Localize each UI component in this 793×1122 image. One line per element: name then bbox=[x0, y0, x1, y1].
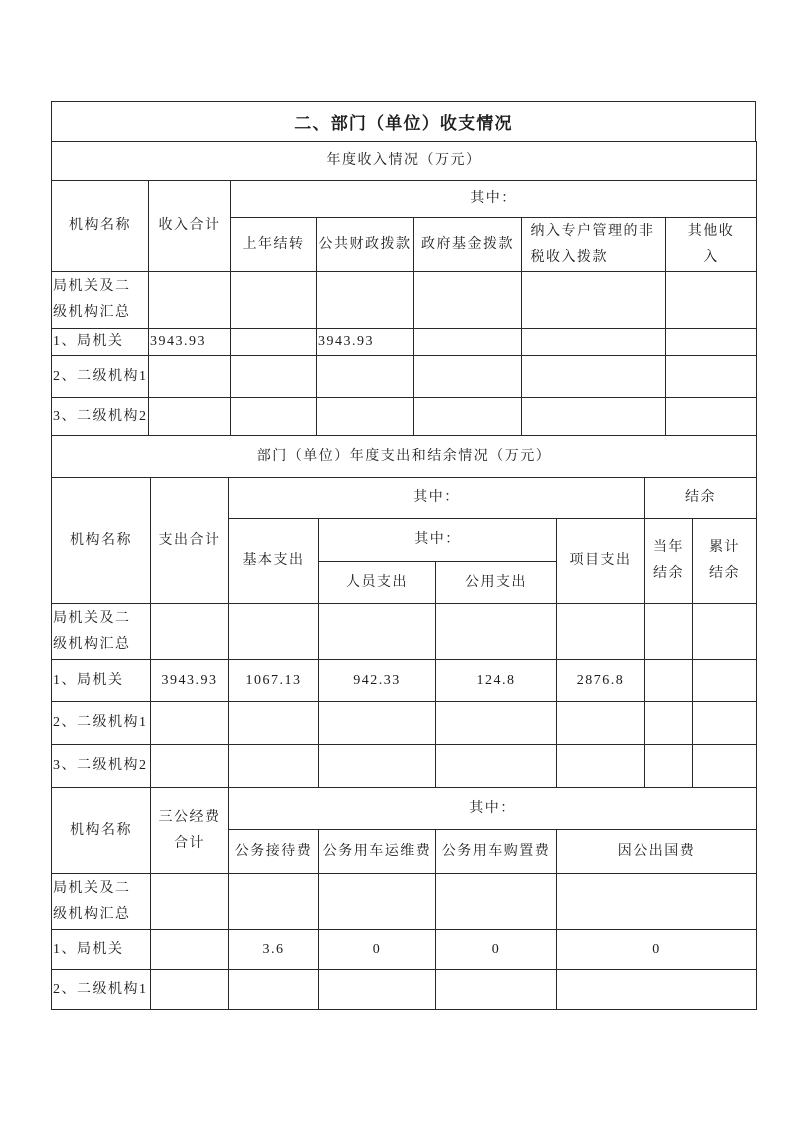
income-public-finance-header: 公共财政拨款 bbox=[317, 218, 414, 272]
expenditure-bureau-project-cell: 2876.8 bbox=[557, 660, 645, 702]
expenditure-sub-unit-2-personnel-cell bbox=[319, 745, 436, 788]
income-sub-unit-1-non-tax-cell bbox=[522, 356, 666, 398]
income-sub-unit-1-government-fund-cell bbox=[414, 356, 522, 398]
income-summary-total-cell bbox=[149, 272, 231, 329]
three-public-summary-name: 局机关及二级机构汇总 bbox=[53, 880, 131, 922]
expenditure-sub-unit-1-basic-cell bbox=[229, 702, 319, 745]
expenditure-sub-unit-2-current-balance-cell bbox=[645, 745, 693, 788]
income-non-tax-header-label: 纳入专户管理的非税收入拨款 bbox=[530, 223, 655, 265]
three-public-summary-reception-cell bbox=[229, 874, 319, 930]
expenditure-bureau-public-use-cell: 124.8 bbox=[436, 660, 557, 702]
expenditure-sub-unit-2-row bbox=[52, 745, 757, 788]
expenditure-bureau-current-balance-cell bbox=[645, 660, 693, 702]
three-public-bureau-reception-cell: 3.6 bbox=[229, 930, 319, 970]
expenditure-sub-unit-2-cumulative-balance-cell bbox=[693, 745, 757, 788]
income-summary-government-fund-cell bbox=[414, 272, 522, 329]
expenditure-sub-unit-1-personnel-cell bbox=[319, 702, 436, 745]
three-public-sub-unit-1-vehicle-operation-cell bbox=[319, 970, 436, 1010]
expenditure-org-name-header: 机构名称 bbox=[52, 478, 151, 604]
three-public-bureau-total-cell bbox=[151, 930, 229, 970]
income-bureau-row bbox=[52, 329, 757, 356]
income-total-header: 收入合计 bbox=[149, 181, 231, 272]
expenditure-basic-header: 基本支出 bbox=[229, 519, 319, 604]
income-summary-row bbox=[52, 272, 757, 329]
expenditure-sub-unit-1-total-cell bbox=[151, 702, 229, 745]
income-sub-unit-2-non-tax-cell bbox=[522, 398, 666, 436]
income-sub-unit-2-name: 3、二级机构2 bbox=[52, 398, 149, 436]
three-public-bureau-overseas-cell: 0 bbox=[557, 930, 757, 970]
expenditure-project-header: 项目支出 bbox=[557, 519, 645, 604]
three-public-sub-unit-1-name: 2、二级机构1 bbox=[52, 970, 151, 1010]
expenditure-of-which-header: 其中： bbox=[229, 478, 645, 519]
expenditure-total-header: 支出合计 bbox=[151, 478, 229, 604]
income-bureau-prior-year-carryover-cell bbox=[231, 329, 317, 356]
income-other-header bbox=[666, 218, 757, 272]
income-bureau-government-fund-cell bbox=[414, 329, 522, 356]
three-public-bureau-vehicle-purchase-cell: 0 bbox=[436, 930, 557, 970]
income-summary-prior-year-carryover-cell bbox=[231, 272, 317, 329]
three-public-vehicle-purchase-header: 公务用车购置费 bbox=[436, 830, 557, 874]
three-public-summary-vehicle-purchase-cell bbox=[436, 874, 557, 930]
income-other-header-label: 其他收入 bbox=[687, 223, 735, 265]
three-public-org-name-header: 机构名称 bbox=[52, 788, 151, 874]
expenditure-summary-current-balance-cell bbox=[645, 604, 693, 660]
three-public-header-row-1 bbox=[52, 788, 757, 830]
income-bureau-public-finance-cell: 3943.93 bbox=[317, 329, 414, 356]
expenditure-header-row-1 bbox=[52, 478, 757, 519]
expenditure-sub-unit-2-project-cell bbox=[557, 745, 645, 788]
expenditure-sub-unit-1-cumulative-balance-cell bbox=[693, 702, 757, 745]
expenditure-sub-unit-2-basic-cell bbox=[229, 745, 319, 788]
income-sub-unit-1-public-finance-cell bbox=[317, 356, 414, 398]
expenditure-summary-cumulative-balance-cell bbox=[693, 604, 757, 660]
income-of-which-header: 其中： bbox=[231, 181, 757, 218]
income-section-heading: 年度收入情况（万元） bbox=[52, 142, 757, 181]
income-sub-unit-2-public-finance-cell bbox=[317, 398, 414, 436]
income-summary-other-cell bbox=[666, 272, 757, 329]
income-table bbox=[51, 141, 757, 436]
three-public-bureau-name: 1、局机关 bbox=[52, 930, 151, 970]
expenditure-cumulative-balance-label: 累计结余 bbox=[709, 540, 740, 581]
expenditure-sub-unit-2-public-use-cell bbox=[436, 745, 557, 788]
three-public-summary-name-cell bbox=[52, 874, 151, 930]
income-non-tax-header bbox=[522, 218, 666, 272]
expenditure-summary-project-cell bbox=[557, 604, 645, 660]
expenditure-bureau-name: 1、局机关 bbox=[52, 660, 151, 702]
budget-table-sheet bbox=[51, 101, 756, 1010]
income-sub-unit-2-other-cell bbox=[666, 398, 757, 436]
income-government-fund-header: 政府基金拨款 bbox=[414, 218, 522, 272]
three-public-vehicle-operation-header: 公务用车运维费 bbox=[319, 830, 436, 874]
expenditure-sub-unit-1-public-use-cell bbox=[436, 702, 557, 745]
expenditure-summary-name: 局机关及二级机构汇总 bbox=[53, 610, 131, 652]
expenditure-sub-unit-1-current-balance-cell bbox=[645, 702, 693, 745]
expenditure-bureau-basic-cell: 1067.13 bbox=[229, 660, 319, 702]
income-sub-unit-1-other-cell bbox=[666, 356, 757, 398]
expenditure-section-heading: 部门（单位）年度支出和结余情况（万元） bbox=[52, 436, 757, 478]
three-public-summary-row bbox=[52, 874, 757, 930]
expenditure-summary-row bbox=[52, 604, 757, 660]
expenditure-basic-of-which-header: 其中： bbox=[319, 519, 557, 562]
expenditure-bureau-personnel-cell: 942.33 bbox=[319, 660, 436, 702]
three-public-sub-unit-1-reception-cell bbox=[229, 970, 319, 1010]
income-heading-row bbox=[52, 142, 757, 181]
expenditure-table bbox=[51, 435, 757, 1010]
expenditure-balance-header: 结余 bbox=[645, 478, 757, 519]
expenditure-summary-name-cell bbox=[52, 604, 151, 660]
expenditure-sub-unit-2-name: 3、二级机构2 bbox=[52, 745, 151, 788]
expenditure-summary-personnel-cell bbox=[319, 604, 436, 660]
three-public-total-header bbox=[151, 788, 229, 874]
expenditure-heading-row bbox=[52, 436, 757, 478]
expenditure-personnel-header: 人员支出 bbox=[319, 562, 436, 604]
income-sub-unit-1-row bbox=[52, 356, 757, 398]
three-public-sub-unit-1-total-cell bbox=[151, 970, 229, 1010]
income-summary-public-finance-cell bbox=[317, 272, 414, 329]
three-public-total-label: 三公经费合计 bbox=[158, 809, 221, 851]
income-summary-name: 局机关及二级机构汇总 bbox=[53, 279, 131, 320]
three-public-reception-header: 公务接待费 bbox=[229, 830, 319, 874]
three-public-bureau-vehicle-operation-cell: 0 bbox=[319, 930, 436, 970]
expenditure-bureau-cumulative-balance-cell bbox=[693, 660, 757, 702]
income-sub-unit-1-total-cell bbox=[149, 356, 231, 398]
expenditure-bureau-row bbox=[52, 660, 757, 702]
income-org-name-header: 机构名称 bbox=[52, 181, 149, 272]
three-public-overseas-header: 因公出国费 bbox=[557, 830, 757, 874]
income-summary-non-tax-cell bbox=[522, 272, 666, 329]
expenditure-sub-unit-1-row bbox=[52, 702, 757, 745]
expenditure-sub-unit-1-project-cell bbox=[557, 702, 645, 745]
expenditure-summary-total-cell bbox=[151, 604, 229, 660]
income-bureau-other-cell bbox=[666, 329, 757, 356]
three-public-sub-unit-1-row bbox=[52, 970, 757, 1010]
income-sub-unit-1-name: 2、二级机构1 bbox=[52, 356, 149, 398]
income-prior-year-carryover-header: 上年结转 bbox=[231, 218, 317, 272]
three-public-bureau-row bbox=[52, 930, 757, 970]
income-bureau-total-cell: 3943.93 bbox=[149, 329, 231, 356]
three-public-of-which-header: 其中： bbox=[229, 788, 757, 830]
three-public-summary-total-cell bbox=[151, 874, 229, 930]
expenditure-summary-public-use-cell bbox=[436, 604, 557, 660]
income-sub-unit-2-row bbox=[52, 398, 757, 436]
income-bureau-non-tax-cell bbox=[522, 329, 666, 356]
table-title: 二、部门（单位）收支情况 bbox=[51, 101, 756, 142]
three-public-sub-unit-1-overseas-cell bbox=[557, 970, 757, 1010]
expenditure-current-balance-header bbox=[645, 519, 693, 604]
income-sub-unit-2-prior-year-carryover-cell bbox=[231, 398, 317, 436]
three-public-summary-vehicle-operation-cell bbox=[319, 874, 436, 930]
expenditure-summary-basic-cell bbox=[229, 604, 319, 660]
expenditure-bureau-total-cell: 3943.93 bbox=[151, 660, 229, 702]
expenditure-current-balance-label: 当年结余 bbox=[653, 540, 684, 581]
income-bureau-name: 1、局机关 bbox=[52, 329, 149, 356]
income-sub-unit-2-government-fund-cell bbox=[414, 398, 522, 436]
expenditure-public-use-header: 公用支出 bbox=[436, 562, 557, 604]
income-sub-unit-2-total-cell bbox=[149, 398, 231, 436]
income-summary-name-cell bbox=[52, 272, 149, 329]
three-public-summary-overseas-cell bbox=[557, 874, 757, 930]
three-public-sub-unit-1-vehicle-purchase-cell bbox=[436, 970, 557, 1010]
expenditure-cumulative-balance-header bbox=[693, 519, 757, 604]
expenditure-sub-unit-1-name: 2、二级机构1 bbox=[52, 702, 151, 745]
expenditure-sub-unit-2-total-cell bbox=[151, 745, 229, 788]
income-sub-unit-1-prior-year-carryover-cell bbox=[231, 356, 317, 398]
income-header-row-1 bbox=[52, 181, 757, 218]
